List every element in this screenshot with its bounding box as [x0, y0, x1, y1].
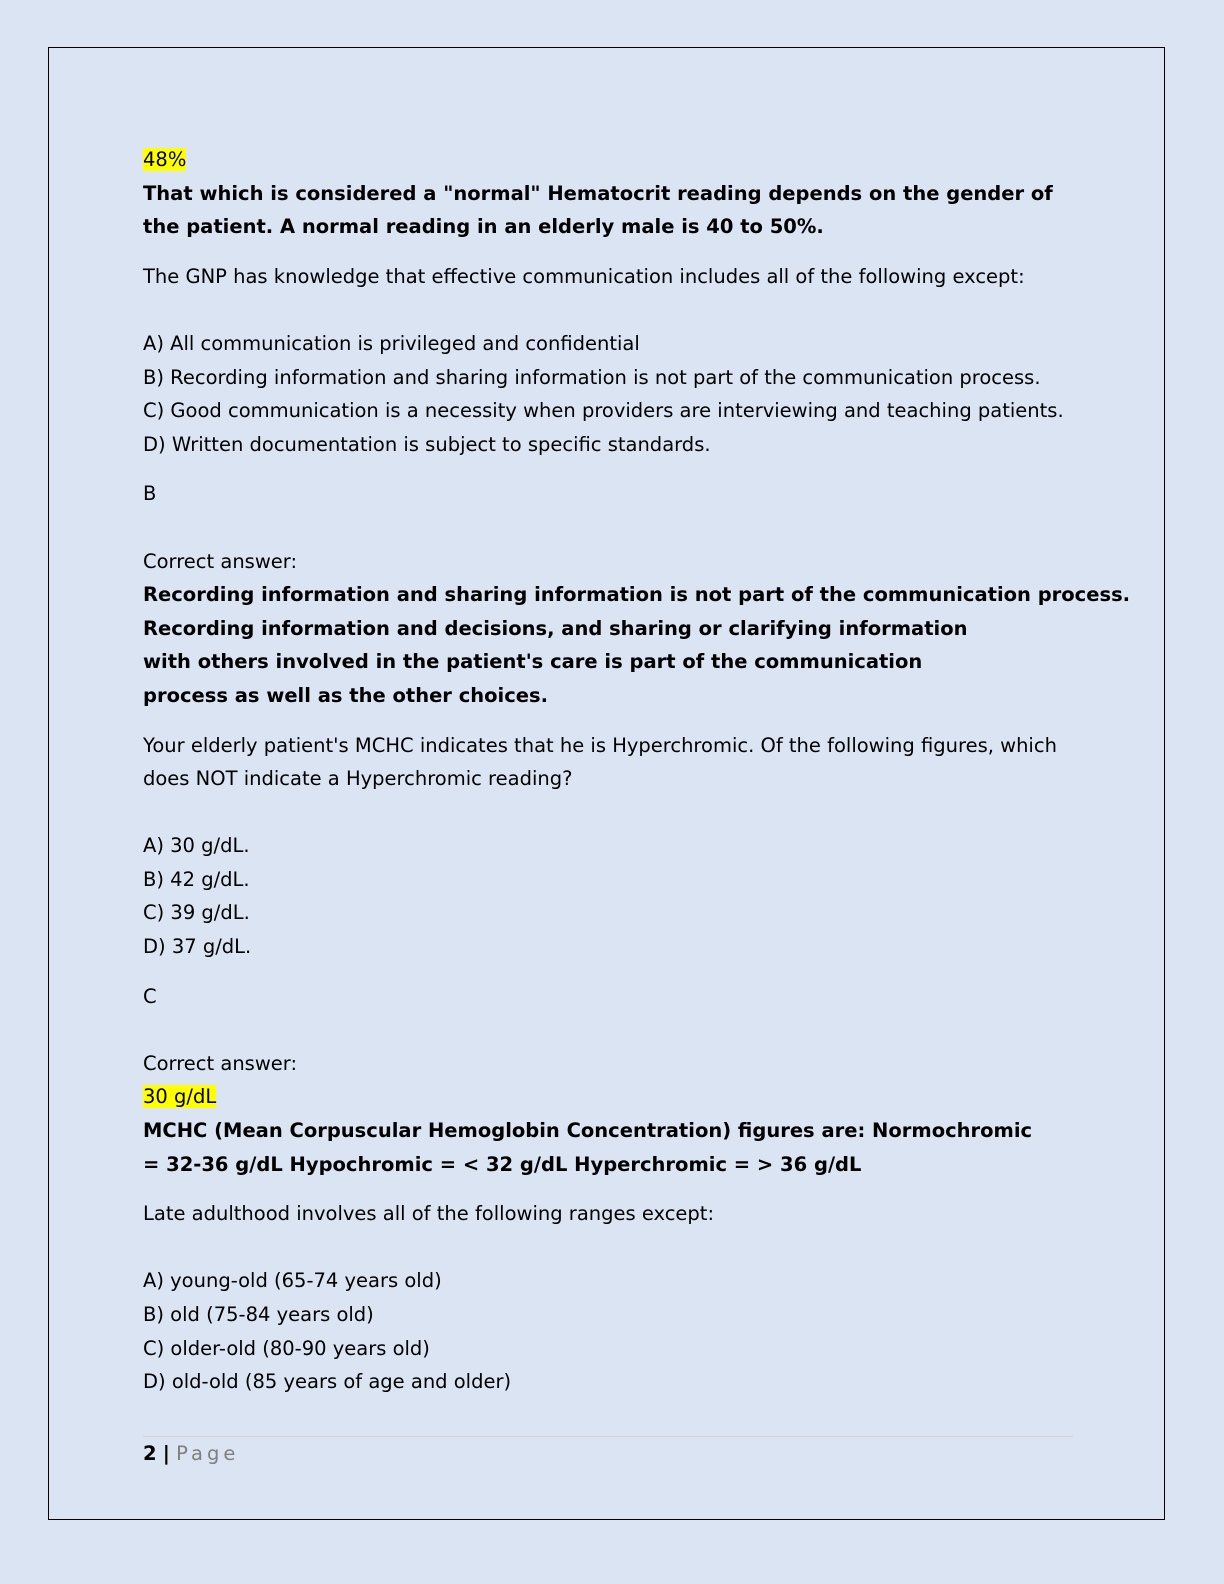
option-b: B) old (75-84 years old): [143, 1303, 374, 1326]
highlighted-answer: 30 g/dL: [143, 1085, 217, 1109]
correct-answer-value-line: [143, 1080, 1078, 1114]
highlighted-answer: 48%: [143, 148, 187, 171]
option-c: C) Good communication is a necessity when providers are interviewing and teaching patients.: [143, 399, 1064, 423]
footer-separator: |: [162, 1442, 170, 1465]
option-d: D) 37 g/dL.: [143, 935, 252, 959]
page-footer: [143, 1436, 1073, 1469]
option-d: D) Written documentation is subject to specific standards.: [143, 432, 711, 456]
option-c: C) 39 g/dL.: [143, 901, 250, 925]
option-a: A) young-old (65-74 years old): [143, 1269, 442, 1293]
option-b: B) 42 g/dL.: [143, 867, 250, 891]
option-a: A) 30 g/dL.: [143, 834, 250, 858]
page-number: 2: [143, 1442, 157, 1465]
question-text: Your elderly patient's MCHC indicates that he is Hyperchromic. Of the following figures, which does NOT indicate a Hyperchromic reading?: [143, 733, 1057, 791]
answer-letter: B: [143, 482, 157, 506]
correct-answer-label: Correct answer:: [143, 549, 298, 573]
page-label: Page: [176, 1442, 240, 1465]
option-a: A) All communication is privileged and confidential: [143, 331, 640, 355]
correct-answer-text: Recording information and sharing information is not part of the communication process.: [143, 583, 1131, 607]
document-body: [143, 143, 1131, 1399]
option-c: C) older-old (80-90 years old): [143, 1336, 430, 1360]
answer-value-block: [143, 143, 1078, 177]
answer-explanation: Recording information and decisions, and sharing or clarifying information with others involved in the patient's care is part of the communication process as well as the other choices.: [143, 616, 968, 707]
question-text: The GNP has knowledge that effective communication includes all of the following except:: [143, 264, 1025, 288]
correct-answer-label: Correct answer:: [143, 1051, 298, 1075]
option-b: B) Recording information and sharing information is not part of the communication process.: [143, 365, 1041, 389]
question-text: Late adulthood involves all of the following ranges except:: [143, 1202, 715, 1226]
answer-letter: C: [143, 984, 157, 1008]
option-d: D) old-old (85 years of age and older): [143, 1370, 512, 1394]
answer-explanation: MCHC (Mean Corpuscular Hemoglobin Concentration) figures are: Normochromic = 32-36 g/dL Hypochromic = < 32 g/dL Hyperchromic = > 36 g/dL: [143, 1119, 1033, 1176]
answer-explanation: That which is considered a "normal" Hematocrit reading depends on the gender of the patient. A normal reading in an elderly male is 40 to 50%.: [143, 181, 1053, 239]
